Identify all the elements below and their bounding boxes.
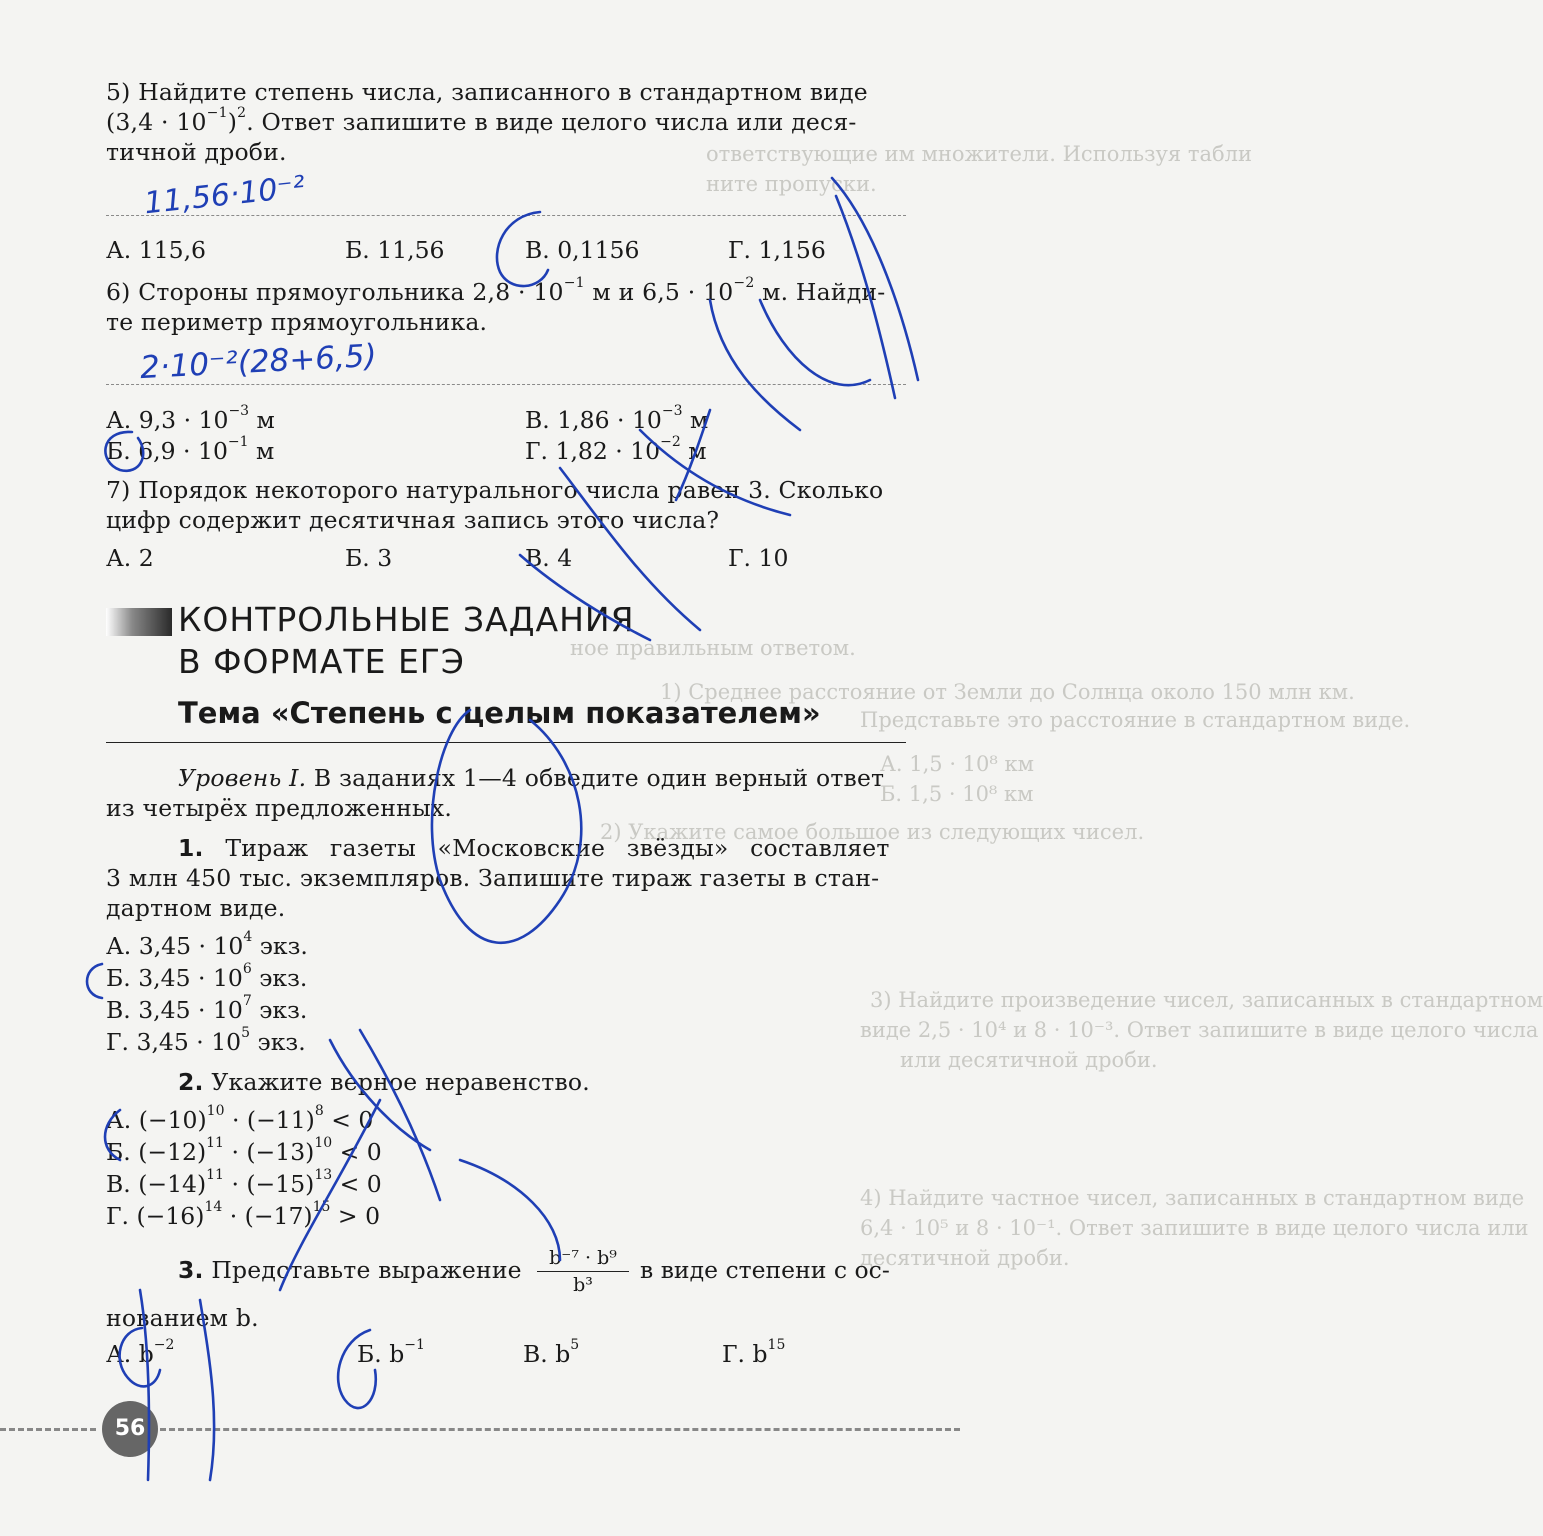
- task3-option-v[interactable]: В. $b^5$: [523, 1337, 580, 1368]
- q5-line2: $(3,4 \cdot 10^{-1})^2$. Ответ запишите в виде целого числа или деся-: [106, 105, 857, 136]
- q5-option-b[interactable]: Б. 11,56: [345, 236, 445, 264]
- ghost-line: ное правильным ответом.: [570, 636, 856, 660]
- ghost-line: ните пропуски.: [706, 172, 877, 196]
- ghost-line: 1) Среднее расстояние от Земли до Солнца около 150 млн км.: [660, 680, 1355, 704]
- q7-line1: 7) Порядок некоторого натурального числа равен 3. Сколько: [106, 476, 884, 504]
- ghost-line: 6,4 · 10⁵ и 8 · 10⁻¹. Ответ запишите в виде целого числа или: [860, 1216, 1529, 1240]
- ghost-line: десятичной дроби.: [860, 1246, 1070, 1270]
- q5-option-g[interactable]: Г. 1,156: [728, 236, 826, 264]
- q6-handwritten-answer: 2·10⁻²(28+6,5): [139, 337, 378, 387]
- task3-option-b[interactable]: Б. $b^{-1}$: [357, 1337, 425, 1368]
- q5-answer-line: [106, 215, 906, 216]
- q7-line2: цифр содержит десятичная запись этого числа?: [106, 506, 720, 534]
- task2-option-v[interactable]: В. $(-14)^{11} \cdot (-15)^{13} < 0$: [106, 1167, 382, 1198]
- section-heading-bar: [106, 608, 172, 636]
- task1-line2: 3 млн 450 тыс. экземпляров. Запишите тираж газеты в стан-: [106, 864, 880, 892]
- ghost-line: Представьте это расстояние в стандартном виде.: [860, 708, 1411, 732]
- ghost-line: 2) Укажите самое большое из следующих чисел.: [600, 820, 1145, 844]
- task3-line1-end: в виде степени с ос-: [640, 1256, 890, 1284]
- q6-option-b[interactable]: Б. $6,9 \cdot 10^{-1}$ м: [106, 434, 275, 465]
- task3-line1: 3. Представьте выражение: [178, 1256, 522, 1284]
- task3-line2: нованием b.: [106, 1304, 259, 1332]
- q7-option-b[interactable]: Б. 3: [345, 544, 393, 572]
- ghost-line: или десятичной дроби.: [900, 1048, 1158, 1072]
- level-line2: из четырёх предложенных.: [106, 794, 453, 822]
- task1-option-b[interactable]: Б. $3,45 \cdot 10^6$ экз.: [106, 961, 308, 992]
- q6-option-v[interactable]: В. $1,86 \cdot 10^{-3}$ м: [525, 403, 709, 434]
- task1-option-a[interactable]: А. $3,45 \cdot 10^4$ экз.: [106, 929, 308, 960]
- ghost-line: ответствующие им множители. Используя табли: [706, 142, 1252, 166]
- q7-option-a[interactable]: А. 2: [106, 544, 154, 572]
- footer-divider-left: [0, 1428, 96, 1431]
- section-heading-line2: В ФОРМАТЕ ЕГЭ: [178, 642, 465, 681]
- q6-answer-line: [106, 384, 906, 385]
- task1-line1: 1. Тираж газеты «Московские звёзды» составляет: [178, 834, 890, 862]
- level-line1: Уровень I. В заданиях 1—4 обведите один верный ответ: [178, 764, 885, 792]
- q5-option-v[interactable]: В. 0,1156: [525, 236, 640, 264]
- task2-line: 2. Укажите верное неравенство.: [178, 1068, 590, 1096]
- q6-line2: те периметр прямоугольника.: [106, 308, 488, 336]
- ghost-line: 4) Найдите частное чисел, записанных в стандартном виде: [860, 1186, 1525, 1210]
- task2-option-g[interactable]: Г. $(-16)^{14} \cdot (-17)^{15} > 0$: [106, 1199, 381, 1230]
- ghost-line: А. 1,5 · 10⁸ км: [880, 752, 1034, 776]
- task3-option-a[interactable]: А. $b^{-2}$: [106, 1337, 175, 1368]
- section-heading-line1: КОНТРОЛЬНЫЕ ЗАДАНИЯ: [178, 600, 635, 639]
- task1-option-g[interactable]: Г. $3,45 \cdot 10^5$ экз.: [106, 1025, 306, 1056]
- task1-line3: дартном виде.: [106, 894, 286, 922]
- q6-option-g[interactable]: Г. $1,82 \cdot 10^{-2}$ м: [525, 434, 707, 465]
- footer-divider: [160, 1428, 960, 1431]
- task2-option-b[interactable]: Б. $(-12)^{11} \cdot (-13)^{10} < 0$: [106, 1135, 382, 1166]
- task1-option-v[interactable]: В. $3,45 \cdot 10^7$ экз.: [106, 993, 308, 1024]
- ghost-line: виде 2,5 · 10⁴ и 8 · 10⁻³. Ответ запишите в виде целого числа: [860, 1018, 1539, 1042]
- q5-option-a[interactable]: А. 115,6: [106, 236, 207, 264]
- task3-fraction: [537, 1247, 629, 1296]
- fraction-denominator: b³: [573, 1274, 593, 1296]
- q6-line1: 6) Стороны прямоугольника $2,8 \cdot 10^{-1}$ м и $6,5 \cdot 10^{-2}$ м. Найди-: [106, 275, 886, 306]
- task2-option-a[interactable]: А. $(-10)^{10} \cdot (-11)^8 < 0$: [106, 1103, 374, 1134]
- q7-option-v[interactable]: В. 4: [525, 544, 573, 572]
- q6-option-a[interactable]: А. $9,3 \cdot 10^{-3}$ м: [106, 403, 275, 434]
- topic-underline: [106, 742, 906, 743]
- q5-handwritten-answer: 11,56·10⁻²: [142, 169, 307, 222]
- ghost-line: 3) Найдите произведение чисел, записанных в стандартном: [870, 988, 1543, 1012]
- ghost-line: Б. 1,5 · 10⁸ км: [880, 782, 1034, 806]
- q7-option-g[interactable]: Г. 10: [728, 544, 789, 572]
- fraction-numerator: b⁻⁷ · b⁹: [537, 1247, 629, 1272]
- task3-option-g[interactable]: Г. $b^{15}$: [722, 1337, 786, 1368]
- q5-line3: тичной дроби.: [106, 138, 287, 166]
- topic-title: Тема «Степень с целым показателем»: [178, 696, 821, 730]
- page-number-badge: 56: [102, 1401, 158, 1457]
- q5-line1: 5) Найдите степень числа, записанного в стандартном виде: [106, 78, 868, 106]
